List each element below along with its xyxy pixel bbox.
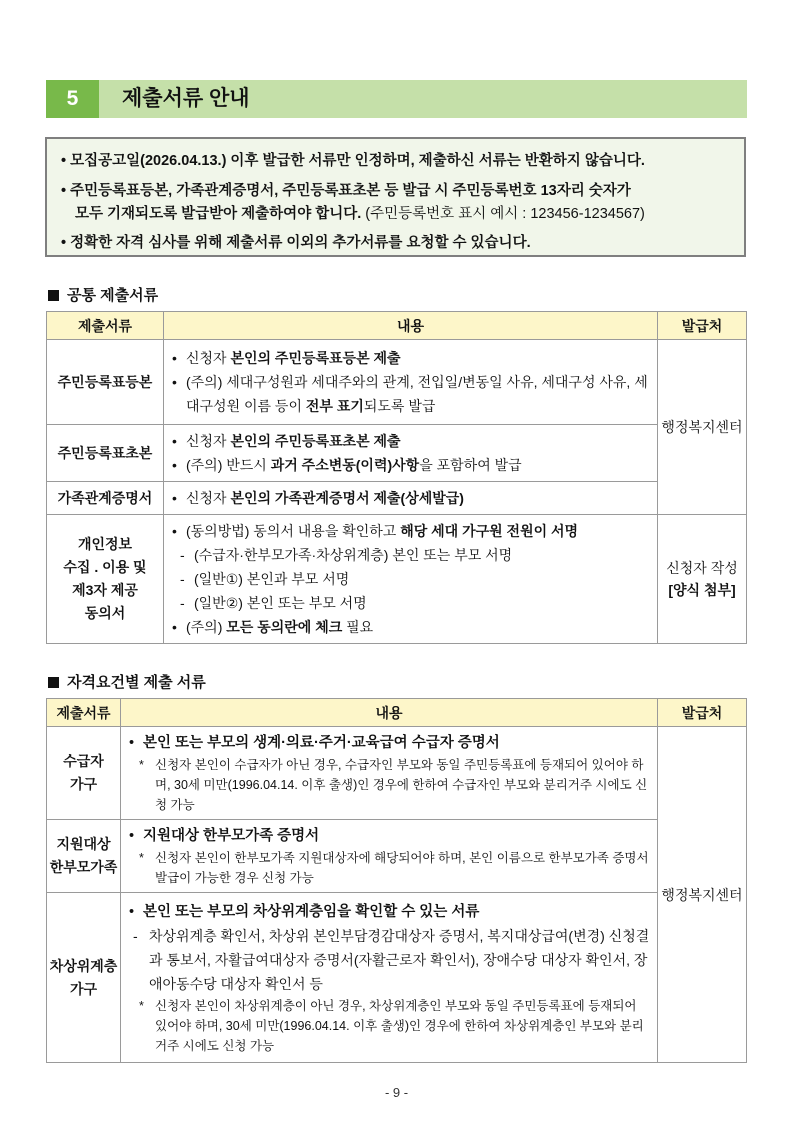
content-text: 모든 동의란에 체크 — [226, 619, 343, 635]
common-docs-table — [46, 311, 747, 644]
content-cell — [164, 482, 658, 515]
content-text: 본인 또는 부모의 차상위계층임을 확인할 수 있는 서류 — [143, 903, 480, 920]
bullet-marker: • — [172, 490, 177, 506]
content-text: 본인의 주민등록표등본 제출 — [230, 350, 401, 366]
content-text: (동의방법) 동의서 내용을 확인하고 — [186, 523, 401, 539]
notice-box — [45, 137, 746, 257]
doc-name-line: 개인정보 — [77, 536, 133, 552]
table-row — [47, 820, 747, 893]
content-text: 전부 표기 — [305, 398, 364, 414]
header-doc: 제출서류 — [47, 699, 121, 727]
issuer-text: [양식 첨부] — [668, 582, 736, 598]
content-text: 신청자 본인이 한부모가족 지원대상자에 해당되어야 하며, 본인 이름으로 한부모가족 증명서 발급이 가능한 경우 신청 가능 — [155, 851, 649, 885]
bullet-marker: • — [172, 374, 177, 390]
content-line — [172, 370, 651, 418]
section-title: 제출서류 안내 — [122, 87, 250, 110]
doc-name-line: 주민등록표등본 — [57, 373, 153, 390]
content-line — [129, 731, 651, 755]
content-line — [172, 429, 651, 453]
notice-line-3: • 정확한 자격 심사를 위해 제출서류 이외의 추가서류를 요청할 수 있습니다. — [61, 235, 531, 251]
content-line — [172, 346, 651, 370]
bullet-marker: • — [172, 457, 177, 473]
bullet-marker: • — [172, 619, 177, 635]
dash-marker: - — [133, 927, 138, 944]
content-text: 해당 세대 가구원 전원이 서명 — [400, 523, 579, 539]
doc-name-cell — [47, 820, 121, 893]
doc-name-line: 차상위계층 — [49, 957, 118, 974]
header-content: 내용 — [164, 312, 658, 340]
qualification-docs-table — [46, 698, 747, 1063]
content-text: 되도록 발급 — [363, 398, 436, 414]
content-text: 본인의 가족관계증명서 제출(상세발급) — [230, 490, 464, 506]
table-row — [47, 425, 747, 482]
doc-name-line: 가구 — [69, 776, 98, 792]
content-line — [129, 824, 651, 848]
section-number: 5 — [46, 80, 99, 118]
page-number: - 9 - — [384, 1085, 409, 1100]
content-line — [172, 486, 651, 510]
table-row — [47, 482, 747, 515]
content-text: 차상위계층 확인서, 차상위 본인부담경감대상자 증명서, 복지대상급여(변경) 신청결과 통보서, 자활급여대상자 증명서(자활근로자 확인서), 장애수당 대상자 확인서, 장애아동수당 대상자 확인서 등 — [149, 927, 650, 992]
content-cell — [121, 727, 658, 820]
doc-name-line: 동의서 — [84, 605, 126, 621]
content-text: 을 포함하여 발급 — [419, 457, 522, 473]
doc-name-line: 수집 . 이용 및 — [63, 559, 147, 575]
bullet-marker: • — [172, 350, 177, 366]
doc-name-line: 지원대상 — [56, 836, 111, 852]
content-line — [129, 900, 651, 924]
content-text: 지원대상 한부모가족 증명서 — [143, 828, 320, 844]
content-text: 신청자 — [186, 490, 231, 506]
doc-name-line: 주민등록표초본 — [57, 444, 153, 461]
issuer-cell — [658, 340, 747, 515]
issuer-text: 행정복지센터 — [661, 419, 743, 435]
doc-name-cell — [47, 893, 121, 1063]
doc-name-cell — [47, 727, 121, 820]
issuer-text: 행정복지센터 — [661, 886, 743, 903]
content-text: 신청자 본인이 차상위계층이 아닌 경우, 차상위계층인 부모와 동일 주민등록표에 등재되어 있어야 하며, 30세 미만(1996.04.14. 이후 출생)인 경우에 한하여 차상위계층인 부모와 분리거주 시에도 신청 가능 — [155, 998, 644, 1053]
bullet-marker: • — [172, 433, 177, 449]
header-doc: 제출서류 — [47, 312, 164, 340]
table-row — [47, 340, 747, 425]
content-cell — [121, 893, 658, 1063]
note-marker: * — [139, 998, 144, 1013]
bullet-marker: • — [129, 735, 135, 751]
content-line — [172, 453, 651, 477]
content-line — [129, 924, 651, 996]
doc-name-line: 가구 — [69, 980, 98, 997]
content-text: 신청자 — [186, 433, 231, 449]
doc-name-line: 가족관계증명서 — [57, 489, 153, 506]
content-line — [129, 755, 651, 815]
sub-marker: - — [180, 547, 185, 563]
sub-marker: - — [180, 595, 185, 611]
content-text: (주의) 세대구성원과 세대주와의 관계, 전입일/변동일 사유, 세대구성 사유, 세대구성원 이름 등이 — [186, 374, 648, 414]
notice-line-2: • 주민등록표등본, 가족관계증명서, 주민등록표초본 등 발급 시 주민등록번호 13자리 숫자가 — [61, 183, 631, 199]
content-text: 신청자 — [186, 350, 231, 366]
table-row — [47, 515, 747, 644]
content-cell — [164, 340, 658, 425]
doc-name-cell — [47, 425, 164, 482]
content-line — [172, 519, 651, 543]
content-text: (주의) 반드시 — [186, 457, 271, 473]
note-marker: * — [139, 758, 144, 772]
content-line — [129, 848, 651, 888]
content-line — [172, 615, 651, 639]
header-issuer: 발급처 — [658, 699, 747, 727]
content-text: 본인의 주민등록표초본 제출 — [230, 433, 401, 449]
section-header — [46, 80, 747, 118]
notice-line-1: • 모집공고일(2026.04.13.) 이후 발급한 서류만 인정하며, 제출하신 서류는 반환하지 않습니다. — [61, 153, 645, 169]
doc-name-line: 수급자 — [63, 753, 104, 769]
content-text: 본인 또는 부모의 생계·의료·주거·교육급여 수급자 증명서 — [143, 735, 500, 751]
table-row — [47, 727, 747, 820]
common-docs-heading: 공통 제출서류 — [48, 284, 158, 305]
content-line — [129, 996, 651, 1056]
sub-marker: - — [180, 571, 185, 587]
issuer-cell — [658, 727, 747, 1063]
content-line — [172, 543, 651, 567]
content-line — [172, 591, 651, 615]
content-cell — [164, 515, 658, 644]
issuer-cell — [658, 515, 747, 644]
notice-line-2-cont: 모두 기재되도록 발급받아 제출하여야 합니다. (주민등록번호 표시 예시 : 123456-1234567) — [75, 206, 645, 222]
content-text: (일반①) 본인과 부모 서명 — [194, 571, 350, 587]
content-cell — [164, 425, 658, 482]
doc-name-line: 한부모가족 — [49, 859, 118, 875]
doc-name-line: 제3자 제공 — [72, 582, 138, 598]
note-marker: * — [139, 851, 144, 865]
header-issuer: 발급처 — [658, 312, 747, 340]
table-row — [47, 893, 747, 1063]
content-text: (일반②) 본인 또는 부모 서명 — [194, 595, 367, 611]
issuer-text: 신청자 작성 — [666, 560, 738, 576]
qualification-docs-heading: 자격요건별 제출 서류 — [48, 671, 206, 692]
content-text: (주의) — [186, 619, 227, 635]
bullet-marker: • — [129, 828, 135, 844]
content-text: 신청자 본인이 수급자가 아닌 경우, 수급자인 부모와 동일 주민등록표에 등재되어 있어야 하며, 30세 미만(1996.04.14. 이후 출생)인 경우에 한하여 수급자인 부모와 분리거주 시에도 신청 가능 — [155, 758, 648, 812]
header-content: 내용 — [121, 699, 658, 727]
content-cell — [121, 820, 658, 893]
content-text: 과거 주소변동(이력)사항 — [270, 457, 420, 473]
doc-name-cell — [47, 482, 164, 515]
content-text: 필요 — [342, 619, 374, 635]
content-text: (수급자·한부모가족·차상위계층) 본인 또는 부모 서명 — [194, 547, 513, 563]
content-line — [172, 567, 651, 591]
bullet-marker: • — [129, 903, 135, 920]
bullet-marker: • — [172, 523, 177, 539]
doc-name-cell — [47, 340, 164, 425]
doc-name-cell — [47, 515, 164, 644]
